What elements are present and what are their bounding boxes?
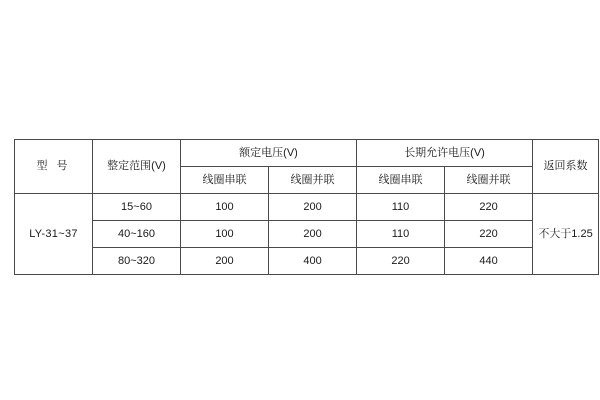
cell-range-3: 80~320 xyxy=(93,248,181,275)
cell-model-value: LY-31~37 xyxy=(15,194,93,275)
specification-table xyxy=(14,139,599,275)
table-row xyxy=(15,221,599,248)
cell-long-parallel-1: 220 xyxy=(445,194,533,221)
spec-table-container xyxy=(14,139,593,275)
cell-rated-series-2: 100 xyxy=(181,221,269,248)
subheader-long-series: 线圈串联 xyxy=(357,167,445,194)
subheader-long-parallel: 线圈并联 xyxy=(445,167,533,194)
cell-rated-parallel-2: 200 xyxy=(269,221,357,248)
header-rated-voltage: 额定电压(V) xyxy=(181,140,357,167)
header-return-coefficient: 返回系数 xyxy=(533,140,599,194)
cell-rated-series-1: 100 xyxy=(181,194,269,221)
table-header-row-1 xyxy=(15,140,599,167)
cell-return-coefficient-value: 不大于1.25 xyxy=(533,194,599,275)
cell-long-parallel-3: 440 xyxy=(445,248,533,275)
cell-long-series-1: 110 xyxy=(357,194,445,221)
cell-range-2: 40~160 xyxy=(93,221,181,248)
header-long-allowable-voltage: 长期允许电压(V) xyxy=(357,140,533,167)
cell-long-series-3: 220 xyxy=(357,248,445,275)
cell-range-1: 15~60 xyxy=(93,194,181,221)
cell-rated-parallel-3: 400 xyxy=(269,248,357,275)
table-row xyxy=(15,194,599,221)
cell-long-parallel-2: 220 xyxy=(445,221,533,248)
subheader-rated-parallel: 线圈并联 xyxy=(269,167,357,194)
subheader-rated-series: 线圈串联 xyxy=(181,167,269,194)
cell-long-series-2: 110 xyxy=(357,221,445,248)
header-model: 型 号 xyxy=(15,140,93,194)
table-row xyxy=(15,248,599,275)
cell-rated-parallel-1: 200 xyxy=(269,194,357,221)
cell-rated-series-3: 200 xyxy=(181,248,269,275)
header-range: 整定范围(V) xyxy=(93,140,181,194)
